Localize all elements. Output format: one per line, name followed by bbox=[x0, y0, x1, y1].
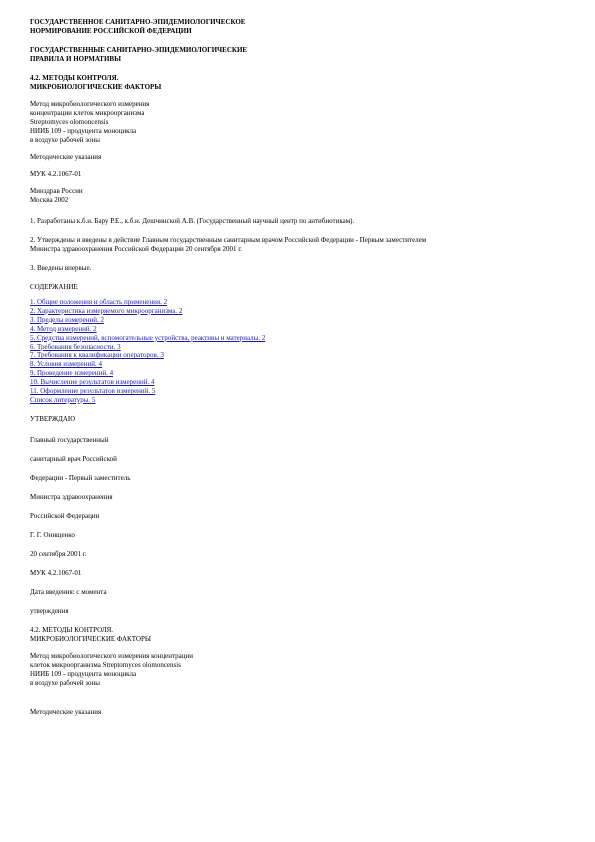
method-line-1: Метод микробиологического измерения bbox=[30, 100, 150, 108]
toc-link-3[interactable]: 3. Пределы измерений. 2 bbox=[30, 315, 104, 324]
credit-2a: 2. Утверждены и введены в действие Главным государственным санитарным врачом Российской Федерации - Первым заместителем bbox=[30, 236, 427, 244]
approval-date: 20 сентября 2001 г. bbox=[30, 549, 87, 558]
approval-signatory: Г. Г. Онищенко bbox=[30, 530, 75, 539]
credit-1: 1. Разработаны к.б.н. Бару Р.Е., к.б.н. Дешчинской А.В. (Государственный научный центр по антибиотикам). bbox=[30, 217, 355, 225]
toc-link-10[interactable]: 10. Вычисление результатов измерений. 4 bbox=[30, 378, 155, 387]
body-method-line-3: НИИБ 109 - продуцента моноцикла bbox=[30, 669, 137, 678]
toc-link-11[interactable]: 11. Оформление результатов измерений. 5 bbox=[30, 387, 156, 396]
toc-link-7[interactable]: 7. Требования к квалификации операторов. 3 bbox=[30, 351, 164, 360]
publisher: Минздрав России bbox=[30, 187, 83, 195]
toc-link-2[interactable]: 2. Характеристика измеряемого микроорганизма. 2 bbox=[30, 306, 183, 315]
header-line-2: НОРМИРОВАНИЕ РОССИЙСКОЙ ФЕДЕРАЦИИ bbox=[30, 27, 192, 35]
body-method-line-4: в воздухе рабочей зоны bbox=[30, 678, 100, 687]
header-line-1: ГОСУДАРСТВЕННОЕ САНИТАРНО-ЭПИДЕМИОЛОГИЧЕСКОЕ bbox=[30, 18, 246, 26]
body-heading-1: 4.2. МЕТОДЫ КОНТРОЛЯ. bbox=[30, 625, 114, 634]
approval-heading: УТВЕРЖДАЮ bbox=[30, 414, 76, 423]
document-code: МУК 4.2.1067-01 bbox=[30, 170, 82, 178]
approval-line-6: Российской Федерации bbox=[30, 511, 100, 520]
toc-link-5[interactable]: 5. Средства измерений, вспомогательные устройства, реактивы и материалы. 2 bbox=[30, 333, 266, 342]
body-document-kind: Методические указания bbox=[30, 707, 102, 716]
effective-date-value: утверждения bbox=[30, 606, 69, 615]
header-line-3: ГОСУДАРСТВЕННЫЕ САНИТАРНО-ЭПИДЕМИОЛОГИЧЕСКИЕ bbox=[30, 46, 248, 54]
table-of-contents bbox=[30, 298, 578, 405]
toc-link-9[interactable]: 9. Проведение измерений. 4 bbox=[30, 369, 114, 378]
approval-line-4: Федерации - Первый заместитель bbox=[30, 473, 131, 482]
credit-2b: Министра здравоохранения Российской Федерации 20 сентября 2001 г. bbox=[30, 245, 243, 253]
method-line-2: концентрации клеток микроорганизма bbox=[30, 109, 145, 117]
body-heading-2: МИКРОБИОЛОГИЧЕСКИЕ ФАКТОРЫ bbox=[30, 634, 151, 643]
document-page bbox=[30, 18, 578, 717]
toc-title: СОДЕРЖАНИЕ bbox=[30, 283, 78, 291]
toc-link-8[interactable]: 8. Условия измерений. 4 bbox=[30, 360, 103, 369]
approval-line-5: Министра здравоохранения bbox=[30, 492, 113, 501]
toc-link-bibliography[interactable]: Список литературы. 5 bbox=[30, 395, 96, 404]
document-kind: Методические указания bbox=[30, 153, 102, 161]
method-line-4: НИИБ 109 - продуцента моноцикла bbox=[30, 127, 137, 135]
toc-link-1[interactable]: 1. Общие положения и область применения. 2 bbox=[30, 298, 168, 306]
credit-3: 3. Введены впервые. bbox=[30, 264, 92, 272]
approval-line-2: Главный государственный bbox=[30, 435, 109, 444]
approval-code: МУК 4.2.1067-01 bbox=[30, 568, 82, 577]
header-line-4: ПРАВИЛА И НОРМАТИВЫ bbox=[30, 55, 121, 63]
section-subtitle: МИКРОБИОЛОГИЧЕСКИЕ ФАКТОРЫ bbox=[30, 83, 162, 91]
section-title: 4.2. МЕТОДЫ КОНТРОЛЯ. bbox=[30, 74, 119, 82]
approval-line-3: санитарный врач Российской bbox=[30, 454, 117, 463]
toc-link-4[interactable]: 4. Метод измерений. 2 bbox=[30, 324, 97, 333]
body-method-line-2: клеток микроорганизма Streptomyces olomoncensis bbox=[30, 660, 181, 669]
method-line-5: в воздухе рабочей зоны bbox=[30, 136, 100, 144]
effective-date-label: Дата введения: с момента bbox=[30, 587, 107, 596]
body-method-line-1: Метод микробиологического измерения концентрации bbox=[30, 651, 194, 660]
method-line-3: Streptomyces olomoncensis bbox=[30, 118, 109, 126]
toc-link-6[interactable]: 6. Требования безопасности. 3 bbox=[30, 342, 121, 351]
city-year: Москва 2002 bbox=[30, 196, 69, 204]
